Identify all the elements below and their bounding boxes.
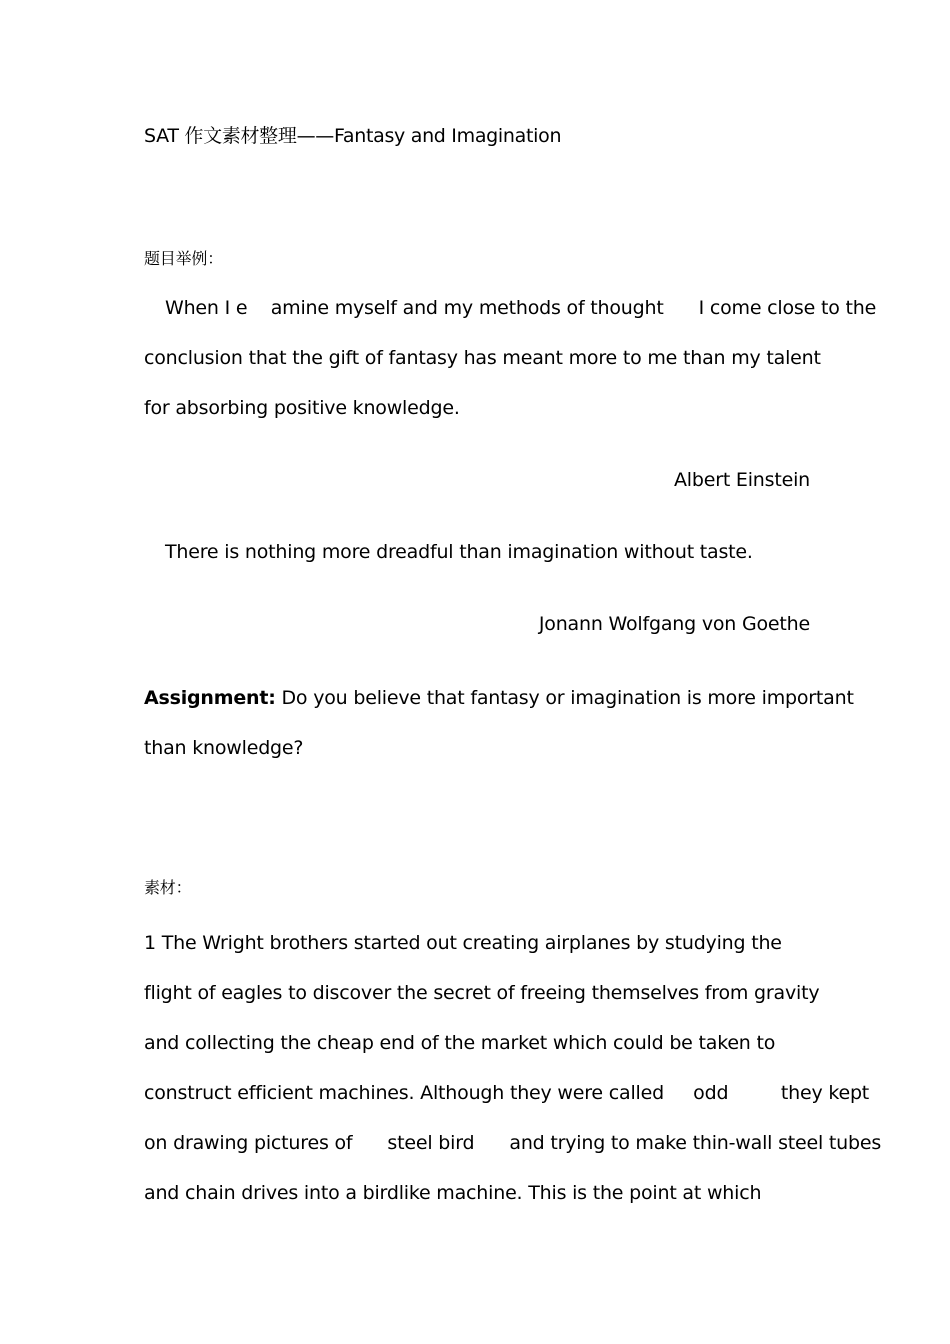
quote1-author: Albert Einstein (673, 469, 810, 491)
quote1-line-3: for absorbing positive knowledge. (144, 397, 460, 419)
material1-line-6: and chain drives into a birdlike machine. This is the point at which (144, 1182, 762, 1204)
material1-line-4: construct efficient machines. Although they were called odd they kept (144, 1082, 870, 1104)
material1-line-5: on drawing pictures of steel bird and trying to make thin-wall steel tubes (144, 1132, 882, 1154)
document-title: SAT 作文素材整理——Fantasy and Imagination (144, 125, 562, 147)
quote1-line-2: conclusion that the gift of fantasy has meant more to me than my talent (144, 347, 821, 369)
assignment-label: Assignment: (144, 687, 276, 709)
assignment-text: Do you believe that fantasy or imagination is more important (275, 687, 854, 709)
assignment-line-2: than knowledge? (144, 737, 304, 759)
quote1-line-1: When I e amine myself and my methods of thought I come close to the (165, 297, 877, 319)
material1-line-2: flight of eagles to discover the secret of freeing themselves from gravity (144, 982, 820, 1004)
quote2-author: Jonann Wolfgang von Goethe (538, 613, 810, 635)
materials-heading: 素材： (144, 878, 192, 897)
material1-line-3: and collecting the cheap end of the market which could be taken to (144, 1032, 776, 1054)
assignment-line-1 (144, 686, 854, 710)
quote2-text: There is nothing more dreadful than imagination without taste. (165, 541, 753, 563)
material1-line-1: 1 The Wright brothers started out creating airplanes by studying the (144, 932, 782, 954)
examples-heading: 题目举例： (144, 249, 224, 268)
